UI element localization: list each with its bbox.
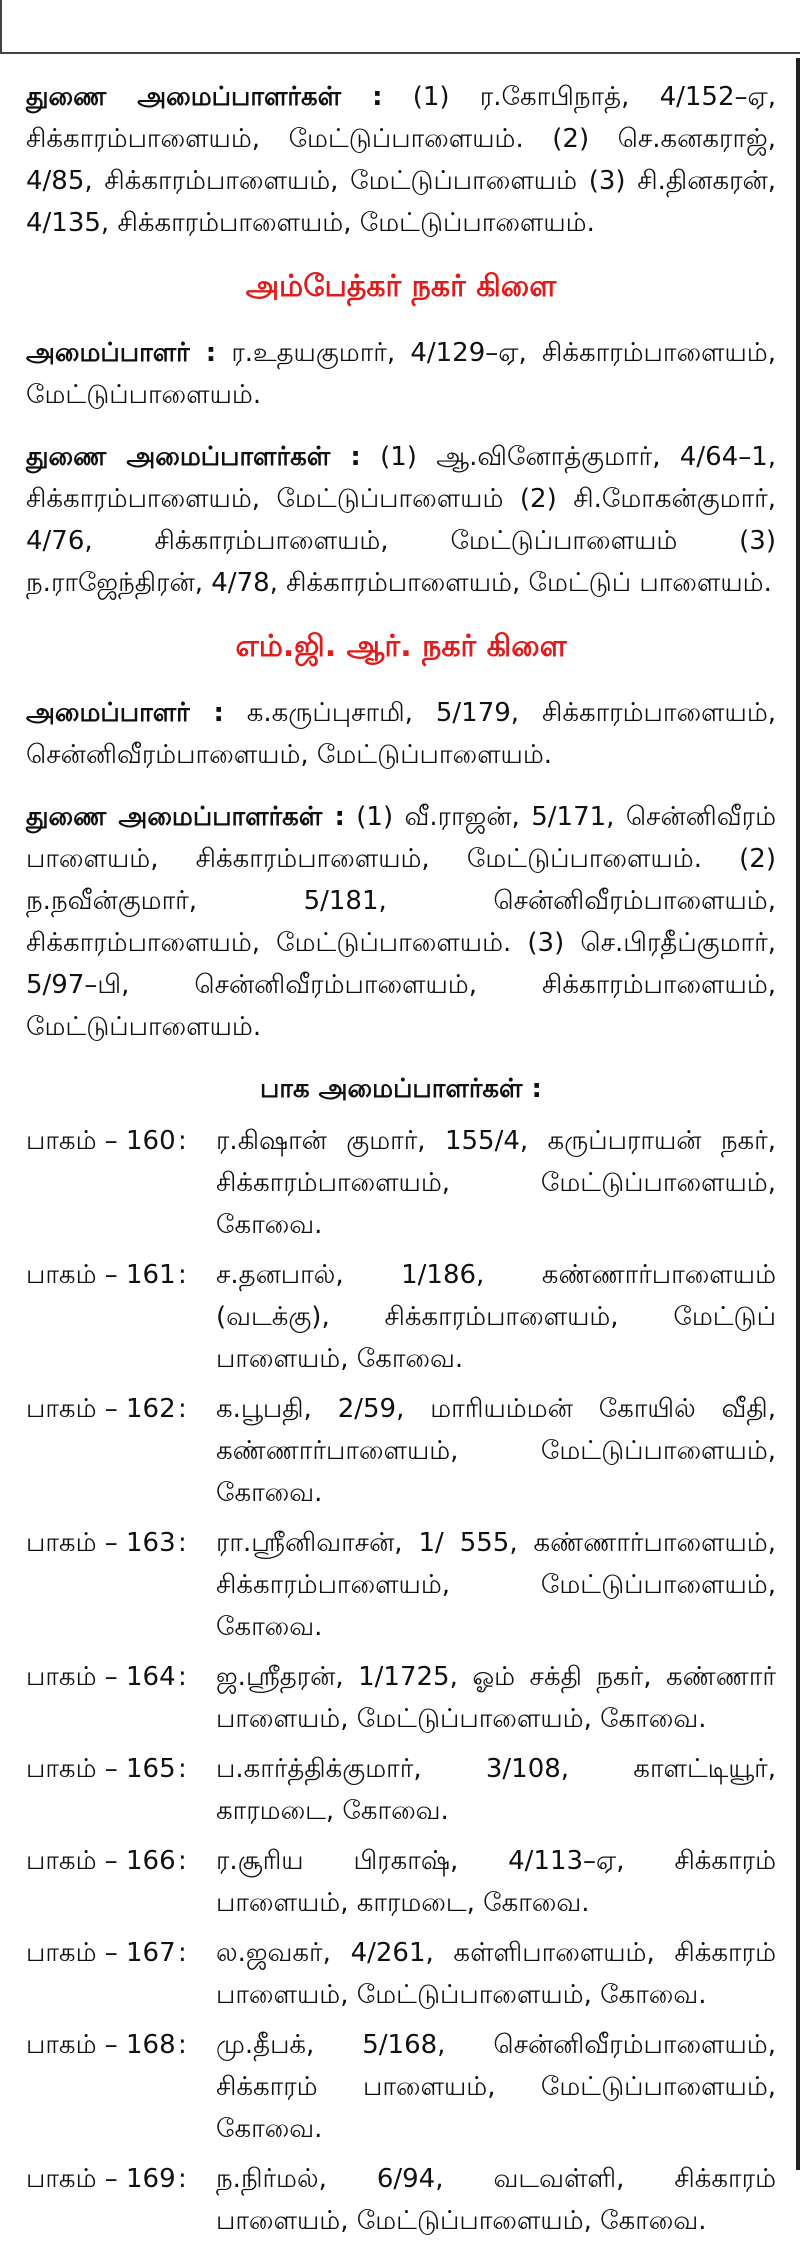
top-border [0, 0, 800, 58]
part-colon: : [178, 1754, 187, 1784]
part-label: பாகம் – 162 [26, 1394, 176, 1424]
deputy-organizers-text: (1) ர.கோபிநாத், 4/152–ஏ, சிக்காரம்பாளையம், மேட்டுப்பாளையம். (2) செ.கனகராஜ், 4/85, சிக்காரம்பாளையம், மேட்டுப்பாளையம் (3) சி.தினகரன், 4/135, சிக்காரம்பாளையம், மேட்டுப்பாளையம். [26, 82, 776, 238]
ambedkar-deputies-title: துணை அமைப்பாளர்கள் : [26, 442, 361, 472]
part-text: ஜ.ஸ்ரீதரன், 1/1725, ஓம் சக்தி நகர், கண்ணார் பாளையம், மேட்டுப்பாளையம், கோவை. [216, 1662, 776, 1734]
part-row [26, 1388, 776, 1514]
deputy-organizers-title: துணை அமைப்பாளர்கள் : [26, 82, 383, 112]
part-label: பாகம் – 169 [26, 2164, 176, 2194]
part-text: ந.நிர்மல், 6/94, வடவள்ளி, சிக்காரம் பாளையம், மேட்டுப்பாளையம், கோவை. [216, 2164, 776, 2236]
part-colon: : [178, 1394, 187, 1424]
ambedkar-organizer-paragraph [26, 332, 776, 416]
part-text: ல.ஜவகர், 4/261, கள்ளிபாளையம், சிக்காரம் பாளையம், மேட்டுப்பாளையம், கோவை. [216, 1938, 776, 2010]
part-label: பாகம் – 166 [26, 1846, 176, 1876]
part-label: பாகம் – 163 [26, 1528, 176, 1558]
part-row [26, 1748, 776, 1832]
part-organizers-heading: பாக அமைப்பாளர்கள் : [260, 1074, 542, 1104]
part-text: ச.தனபால், 1/186, கண்ணார்பாளையம் (வடக்கு), சிக்காரம்பாளையம், மேட்டுப் பாளையம், கோவை. [216, 1260, 776, 1374]
ambedkar-deputies-text: (1) ஆ.வினோத்குமார், 4/64–1, சிக்காரம்பாளையம், மேட்டுப்பாளையம் (2) சி.மோகன்குமார், 4/76, சிக்காரம்பாளையம், மேட்டுப்பாளையம் (3) ந.ராஜேந்திரன், 4/78, சிக்காரம்பாளையம், மேட்டுப் பாளையம். [26, 442, 777, 598]
part-colon: : [178, 1662, 187, 1692]
part-label: பாகம் – 168 [26, 2030, 176, 2060]
part-text: ர.கிஷான் குமார், 155/4, கருப்பராயன் நகர், சிக்காரம்பாளையம், மேட்டுப்பாளையம், கோவை. [216, 1126, 776, 1240]
ambedkar-nagar-branch-heading: அம்பேத்கர் நகர் கிளை [245, 269, 557, 304]
part-colon: : [178, 1938, 187, 1968]
part-colon: : [178, 1846, 187, 1876]
part-row [26, 1120, 776, 1246]
part-row [26, 2024, 776, 2150]
part-label: பாகம் – 165 [26, 1754, 176, 1784]
part-text: ரா.ஸ்ரீனிவாசன், 1/ 555, கண்ணார்பாளையம், சிக்காரம்பாளையம், மேட்டுப்பாளையம், கோவை. [216, 1528, 776, 1642]
mgr-nagar-branch-heading: எம்.ஜி. ஆர். நகர் கிளை [235, 629, 567, 664]
part-colon: : [178, 2030, 187, 2060]
document-body [26, 76, 776, 2250]
ambedkar-organizer-text: ர.உதயகுமார், 4/129–ஏ, சிக்காரம்பாளையம், மேட்டுப்பாளையம். [26, 338, 776, 410]
mgr-organizer-paragraph [26, 692, 776, 776]
part-label: பாகம் – 164 [26, 1662, 176, 1692]
mgr-deputies-paragraph [26, 796, 776, 1048]
part-text: ப.கார்த்திக்குமார், 3/108, காளட்டியூர், காரமடை, கோவை. [216, 1754, 776, 1826]
part-colon: : [178, 1528, 187, 1558]
mgr-organizer-text: க.கருப்புசாமி, 5/179, சிக்காரம்பாளையம், சென்னிவீரம்பாளையம், மேட்டுப்பாளையம். [26, 698, 777, 770]
top-border-left-edge [0, 0, 2, 54]
part-label: பாகம் – 160 [26, 1126, 176, 1156]
part-label: பாகம் – 167 [26, 1938, 176, 1968]
deputy-organizers-paragraph [26, 76, 776, 244]
part-colon: : [178, 1126, 187, 1156]
part-text: மு.தீபக், 5/168, சென்னிவீரம்பாளையம், சிக்காரம் பாளையம், மேட்டுப்பாளையம், கோவை. [216, 2030, 776, 2144]
part-text: ர.சூரிய பிரகாஷ், 4/113–ஏ, சிக்காரம் பாளையம், காரமடை, கோவை. [216, 1846, 776, 1918]
part-row [26, 1932, 776, 2016]
top-border-line [0, 52, 800, 54]
part-organizers-list [26, 1120, 776, 2242]
part-row [26, 1656, 776, 1740]
part-row [26, 1254, 776, 1380]
part-row [26, 1522, 776, 1648]
mgr-organizer-title: அமைப்பாளர் : [26, 698, 224, 728]
mgr-deputies-title: துணை அமைப்பாளர்கள் : [26, 802, 345, 832]
part-row [26, 1840, 776, 1924]
part-colon: : [178, 1260, 187, 1290]
ambedkar-organizer-title: அமைப்பாளர் : [26, 338, 217, 368]
ambedkar-deputies-paragraph [26, 436, 776, 604]
mgr-deputies-text: (1) வீ.ராஜன், 5/171, சென்னிவீரம் பாளையம், சிக்காரம்பாளையம், மேட்டுப்பாளையம். (2) ந.நவீன்குமார், 5/181, சென்னிவீரம்பாளையம், சிக்காரம்பாளையம், மேட்டுப்பாளையம். (3) செ.பிரதீப்குமார், 5/97–பி, சென்னிவீரம்பாளையம், சிக்காரம்பாளையம், மேட்டுப்பாளையம். [26, 802, 777, 1042]
part-colon: : [178, 2164, 187, 2194]
part-label: பாகம் – 161 [26, 1260, 176, 1290]
part-text: க.பூபதி, 2/59, மாரியம்மன் கோயில் வீதி, கண்ணார்பாளையம், மேட்டுப்பாளையம், கோவை. [216, 1394, 776, 1508]
part-row [26, 2158, 776, 2242]
